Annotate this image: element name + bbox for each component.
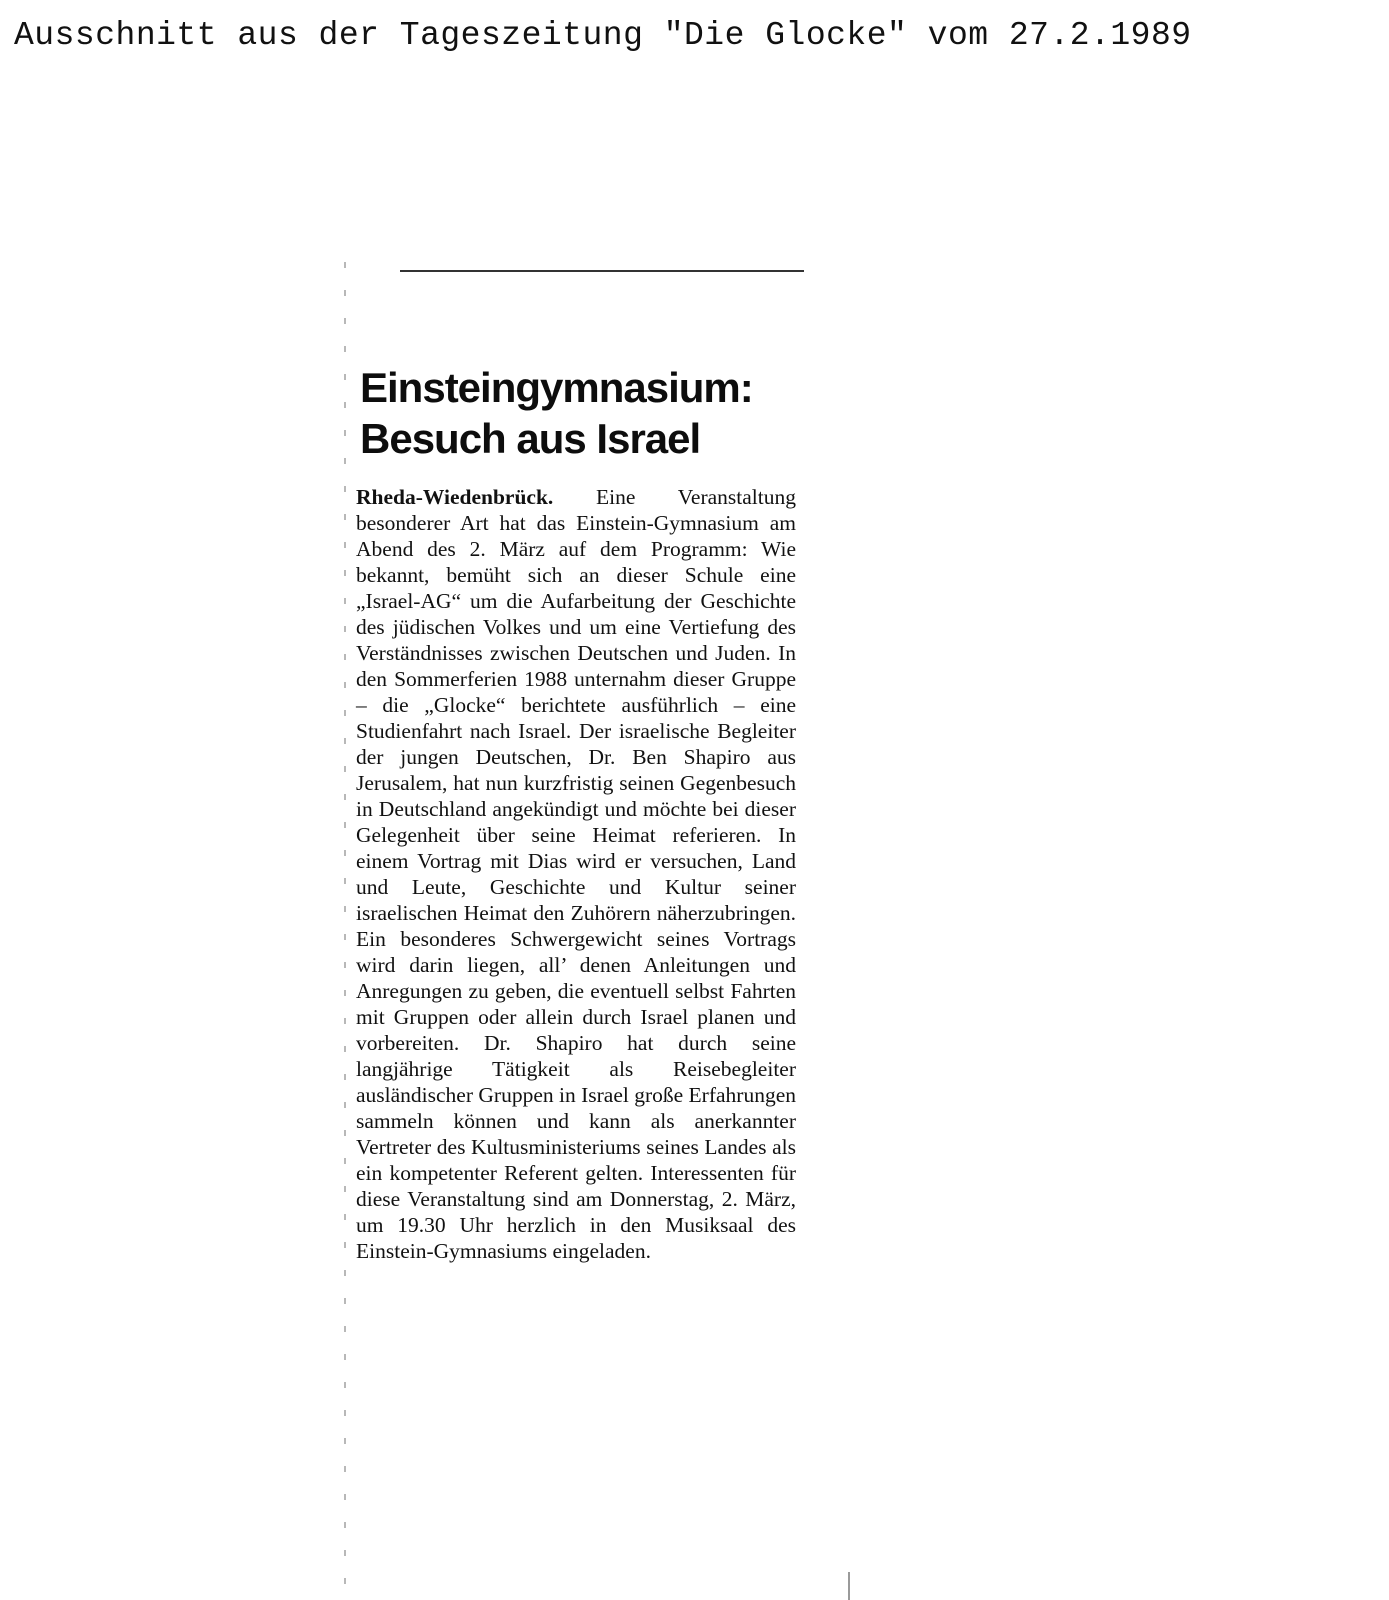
newspaper-clipping bbox=[344, 262, 850, 1600]
clipping-right-edge bbox=[848, 1572, 850, 1600]
clipping-top-rule bbox=[400, 270, 804, 272]
article-body bbox=[356, 484, 796, 1264]
headline-line-1: Einsteingymnasium: bbox=[360, 364, 753, 411]
clipping-caption: Ausschnitt aus der Tageszeitung "Die Glocke" vom 27.2.1989 bbox=[14, 17, 1192, 54]
clipping-left-edge bbox=[344, 262, 346, 1600]
headline-line-2: Besuch aus Israel bbox=[360, 415, 701, 462]
article-body-text: Eine Veranstaltung besonderer Art hat das Einstein-Gymnasium am Abend des 2. März auf dem Programm: Wie bekannt, bemüht sich an dieser Schule eine „Israel-AG“ um die Aufarbeitung der Geschichte des jüdischen Volkes und um eine Vertiefung des Verständnisses zwischen Deutschen und Juden. In den Sommerferien 1988 unternahm dieser Gruppe – die „Glocke“ berichtete ausführlich – eine Studienfahrt nach Israel. Der israelische Begleiter der jungen Deutschen, Dr. Ben Shapiro aus Jerusalem, hat nun kurzfristig seinen Gegenbesuch in Deutschland angekündigt und möchte bei dieser Gelegenheit über seine Heimat referieren. In einem Vortrag mit Dias wird er versuchen, Land und Leute, Geschichte und Kultur seiner israelischen Heimat den Zuhörern näherzubringen. Ein besonderes Schwergewicht seines Vortrags wird darin liegen, all’ denen Anleitungen und Anregungen zu geben, die eventuell selbst Fahrten mit Gruppen oder allein durch Israel planen und vorbereiten. Dr. Shapiro hat durch seine langjährige Tätigkeit als Reisebegleiter ausländischer Gruppen in Israel große Erfahrungen sammeln können und kann als anerkannter Vertreter des Kultusministeriums seines Landes als ein kompetenter Referent gelten. Interessenten für diese Veranstaltung sind am Donnerstag, 2. März, um 19.30 Uhr herzlich in den Musiksaal des Einstein-Gymnasiums eingeladen. bbox=[356, 485, 797, 1263]
article-dateline: Rheda-Wiedenbrück. bbox=[356, 485, 554, 509]
article-headline bbox=[360, 362, 840, 464]
